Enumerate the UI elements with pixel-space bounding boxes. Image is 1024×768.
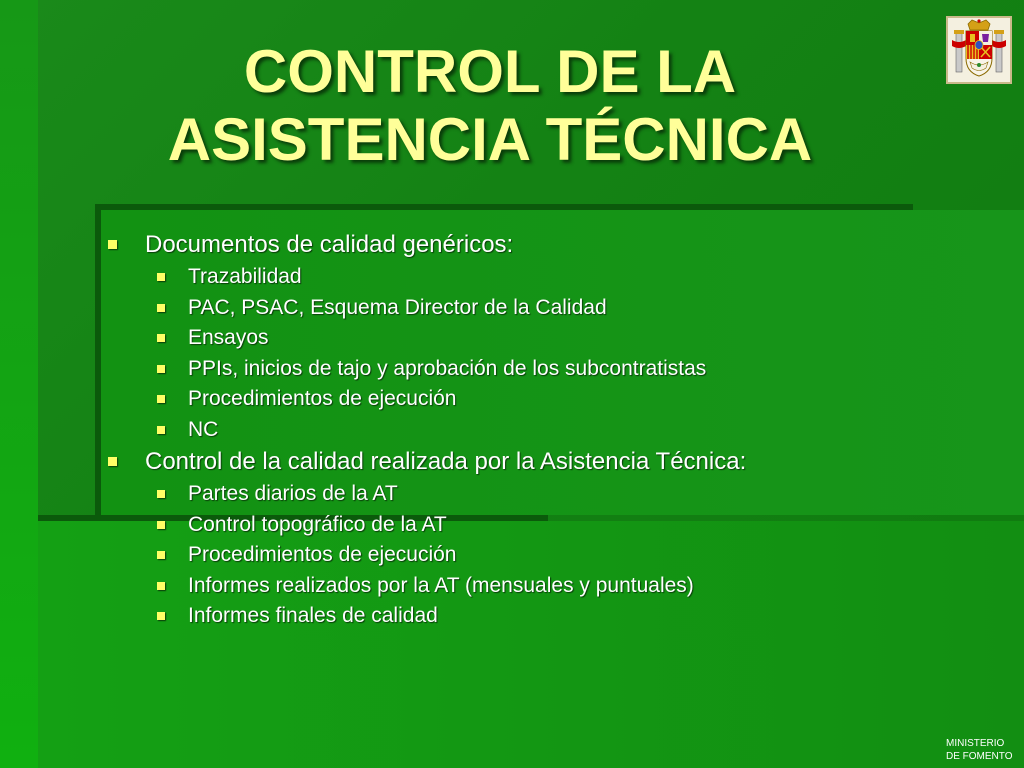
slide-title <box>60 38 920 174</box>
list-item-text: Informes finales de calidad <box>188 604 438 627</box>
square-bullet-icon <box>157 426 165 434</box>
list-item-text: Control topográfico de la AT <box>188 512 447 536</box>
list-item-text: Informes realizados por la AT (mensuales y puntuales) <box>188 573 694 597</box>
list-item-text: Procedimientos de ejecución <box>188 543 457 566</box>
list-item <box>105 601 985 632</box>
list-item <box>105 479 985 510</box>
section-heading: Documentos de calidad genéricos: <box>145 231 514 258</box>
square-bullet-icon <box>157 521 165 529</box>
list-item-text: Partes diarios de la AT <box>188 482 398 505</box>
footer-line-2: DE FOMENTO <box>946 751 1013 762</box>
square-bullet-icon <box>108 240 117 249</box>
list-item <box>105 384 985 415</box>
square-bullet-icon <box>157 395 165 403</box>
divider-top <box>95 204 913 210</box>
list-item-text: PPIs, inicios de tajo y aprobación de los subcontratistas <box>188 356 707 380</box>
list-item <box>105 571 985 602</box>
footer-line-1: MINISTERIO <box>946 738 1005 749</box>
list-item <box>105 228 985 262</box>
list-item <box>105 510 985 541</box>
square-bullet-icon <box>108 457 117 466</box>
footer-ministry-label <box>946 737 1012 763</box>
square-bullet-icon <box>157 551 165 559</box>
list-item <box>105 262 985 293</box>
list-item <box>105 540 985 571</box>
square-bullet-icon <box>157 582 165 590</box>
list-item-text: Procedimientos de ejecución <box>188 387 457 410</box>
title-line-1: CONTROL DE LA <box>243 38 737 105</box>
list-item-text: NC <box>188 417 219 441</box>
square-bullet-icon <box>157 612 165 620</box>
background-left-strip <box>0 0 38 768</box>
bullet-list <box>105 228 985 632</box>
spain-coat-of-arms-icon <box>946 16 1012 84</box>
list-item-text: Ensayos <box>188 326 269 349</box>
divider-left <box>95 210 101 515</box>
list-item <box>105 415 985 446</box>
section-heading: Control de la calidad realizada por la Asistencia Técnica: <box>145 448 747 475</box>
square-bullet-icon <box>157 365 165 373</box>
square-bullet-icon <box>157 304 165 312</box>
list-item <box>105 354 985 385</box>
square-bullet-icon <box>157 273 165 281</box>
list-item <box>105 445 985 479</box>
square-bullet-icon <box>157 334 165 342</box>
list-item <box>105 293 985 324</box>
list-item-text: Trazabilidad <box>188 265 302 288</box>
square-bullet-icon <box>157 490 165 498</box>
title-line-2: ASISTENCIA TÉCNICA <box>167 106 813 173</box>
list-item <box>105 323 985 354</box>
list-item-text: PAC, PSAC, Esquema Director de la Calidad <box>188 295 607 319</box>
